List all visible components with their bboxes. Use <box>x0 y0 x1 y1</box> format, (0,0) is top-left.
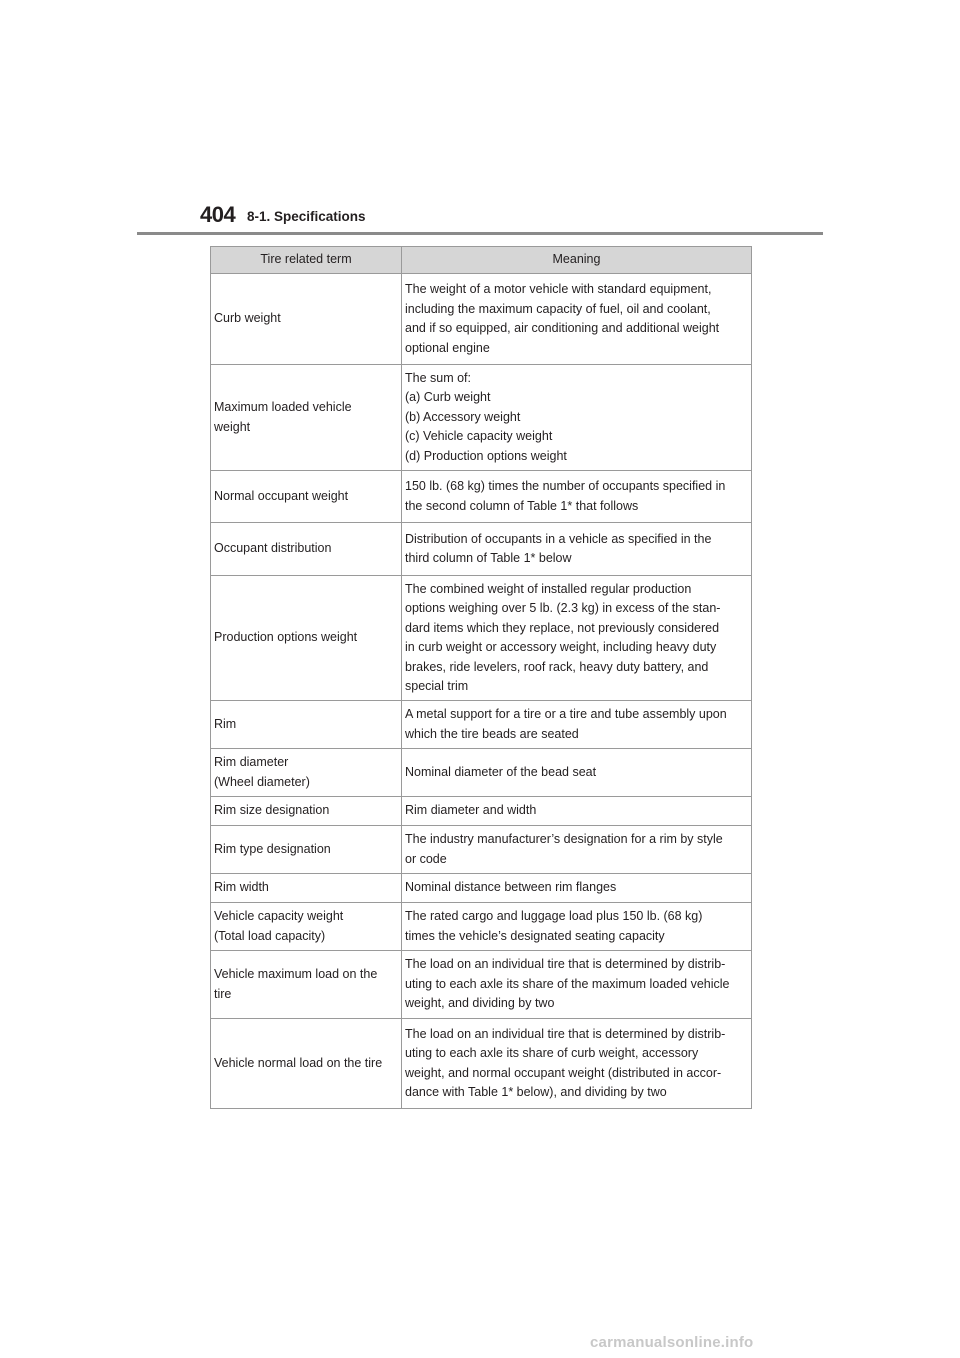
table-row <box>211 1019 752 1109</box>
table-row <box>211 826 752 874</box>
term-cell: Rim <box>211 701 402 749</box>
meaning-cell: 150 lb. (68 kg) times the number of occupants specified in the second column of Table 1* that follows <box>402 471 752 523</box>
term-cell: Production options weight <box>211 576 402 701</box>
table-row <box>211 951 752 1019</box>
meaning-cell: The combined weight of installed regular production options weighing over 5 lb. (2.3 kg) in excess of the stan- dard items which they replace, not previously considered in curb weight or accessory weight, including heavy duty brakes, ride levelers, roof rack, heavy duty battery, and special trim <box>402 576 752 701</box>
term-cell: Rim type designation <box>211 826 402 874</box>
term-cell: Vehicle maximum load on the tire <box>211 951 402 1019</box>
table-row <box>211 797 752 826</box>
header-rule <box>137 232 823 235</box>
table-row <box>211 471 752 523</box>
term-cell: Normal occupant weight <box>211 471 402 523</box>
page-number: 404 <box>200 202 236 227</box>
term-cell: Curb weight <box>211 274 402 365</box>
meaning-cell: The load on an individual tire that is determined by distrib- uting to each axle its share of curb weight, accessory weight, and normal occupant weight (distributed in accor- dance with Table 1* below), and dividing by two <box>402 1019 752 1109</box>
meaning-cell: The sum of: (a) Curb weight (b) Accessory weight (c) Vehicle capacity weight (d) Production options weight <box>402 365 752 471</box>
meaning-cell: Distribution of occupants in a vehicle as specified in the third column of Table 1* below <box>402 523 752 576</box>
term-cell: Maximum loaded vehicle weight <box>211 365 402 471</box>
watermark: carmanualsonline.info <box>590 1334 754 1351</box>
meaning-cell: Rim diameter and width <box>402 797 752 826</box>
table-row <box>211 749 752 797</box>
meaning-cell: A metal support for a tire or a tire and tube assembly upon which the tire beads are seated <box>402 701 752 749</box>
meaning-cell: Nominal diameter of the bead seat <box>402 749 752 797</box>
term-cell: Vehicle capacity weight (Total load capacity) <box>211 903 402 951</box>
meaning-cell: The rated cargo and luggage load plus 150 lb. (68 kg) times the vehicle’s designated seating capacity <box>402 903 752 951</box>
table-row <box>211 274 752 365</box>
table-header-row <box>211 247 752 274</box>
column-header-term: Tire related term <box>211 247 402 274</box>
term-cell: Vehicle normal load on the tire <box>211 1019 402 1109</box>
tire-terms-table <box>210 246 752 1109</box>
meaning-cell: Nominal distance between rim flanges <box>402 874 752 903</box>
meaning-cell: The industry manufacturer’s designation for a rim by style or code <box>402 826 752 874</box>
table-row <box>211 576 752 701</box>
table-row <box>211 701 752 749</box>
term-cell: Occupant distribution <box>211 523 402 576</box>
table-row <box>211 523 752 576</box>
column-header-meaning: Meaning <box>402 247 752 274</box>
section-title: 8-1. Specifications <box>247 209 366 224</box>
meaning-cell: The load on an individual tire that is determined by distrib- uting to each axle its share of the maximum loaded vehicle weight, and dividing by two <box>402 951 752 1019</box>
table-row <box>211 365 752 471</box>
table-row <box>211 874 752 903</box>
table-row <box>211 903 752 951</box>
term-cell: Rim diameter (Wheel diameter) <box>211 749 402 797</box>
term-cell: Rim width <box>211 874 402 903</box>
term-cell: Rim size designation <box>211 797 402 826</box>
meaning-cell: The weight of a motor vehicle with standard equipment, including the maximum capacity of fuel, oil and coolant, and if so equipped, air conditioning and additional weight optional engine <box>402 274 752 365</box>
